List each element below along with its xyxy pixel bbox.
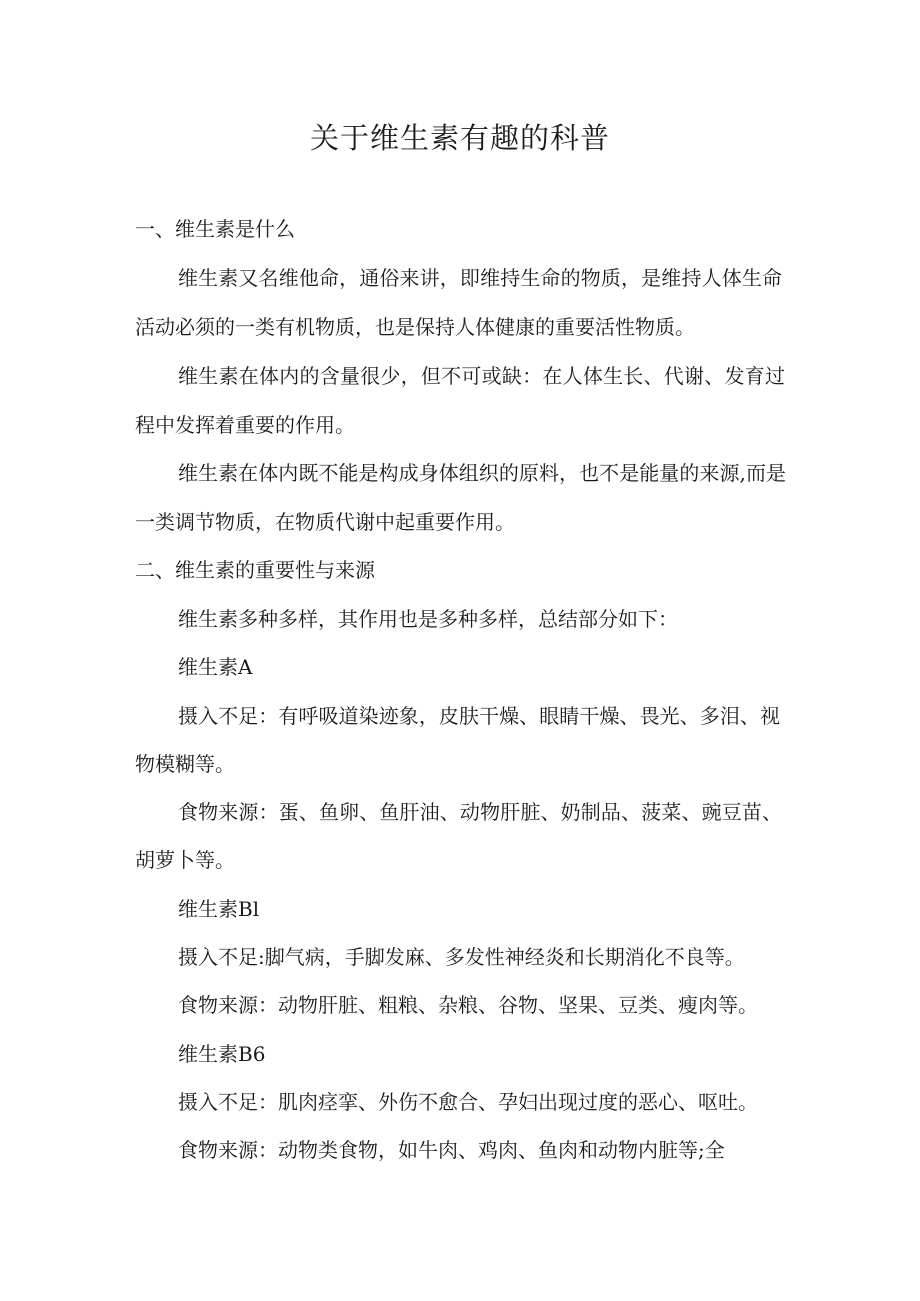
paragraph-line: 摄入不足:脚气病，手脚发麻、多发性神经炎和长期消化不良等。	[178, 945, 745, 969]
paragraph-line: 维生素在体内的含量很少，但不可或缺：在人体生长、代谢、发育过	[178, 364, 785, 388]
paragraph-line: 活动必须的一类有机物质，也是保持人体健康的重要活性物质。	[135, 315, 695, 339]
paragraph-line: 食物来源：动物类食物，如牛肉、鸡肉、鱼肉和动物内脏等;全	[178, 1138, 725, 1162]
document-title: 关于维生素有趣的科普	[309, 121, 610, 155]
paragraph-line: 维生素又名维他命，通俗来讲，即维持生命的物质，是维持人体生命	[178, 266, 782, 290]
paragraph-line: 食物来源：蛋、鱼卵、鱼肝油、动物肝脏、奶制品、菠菜、豌豆苗、	[178, 800, 782, 824]
paragraph-line: 食物来源：动物肝脏、粗粮、杂粮、谷物、坚果、豆类、瘦肉等。	[178, 993, 758, 1017]
paragraph-line: 胡萝卜等。	[135, 848, 235, 872]
vitamin-a-heading: 维生素A	[178, 655, 253, 679]
paragraph-line: 摄入不足：有呼吸道染迹象，皮肤干燥、眼睛干燥、畏光、多泪、视	[178, 704, 780, 728]
paragraph-line: 摄入不足：肌肉痉挛、外伤不愈合、孕妇出现过度的恶心、呕吐。	[178, 1090, 758, 1114]
paragraph-line: 物模糊等。	[135, 752, 235, 776]
paragraph-line: 维生素在体内既不能是构成身体组织的原料，也不是能量的来源,而是	[178, 461, 786, 485]
vitamin-b1-heading: 维生素Bl	[178, 897, 260, 921]
paragraph-line: 一类调节物质，在物质代谢中起重要作用。	[135, 510, 515, 534]
paragraph-line: 程中发挥着重要的作用。	[135, 413, 355, 437]
paragraph-line: 维生素多种多样，其作用也是多种多样，总结部分如下：	[178, 607, 678, 631]
vitamin-b6-heading: 维生素B6	[178, 1042, 266, 1066]
section-heading-importance-and-sources: 二、维生素的重要性与来源	[135, 558, 375, 582]
section-heading-what-is-vitamin: 一、维生素是什么	[135, 217, 295, 241]
